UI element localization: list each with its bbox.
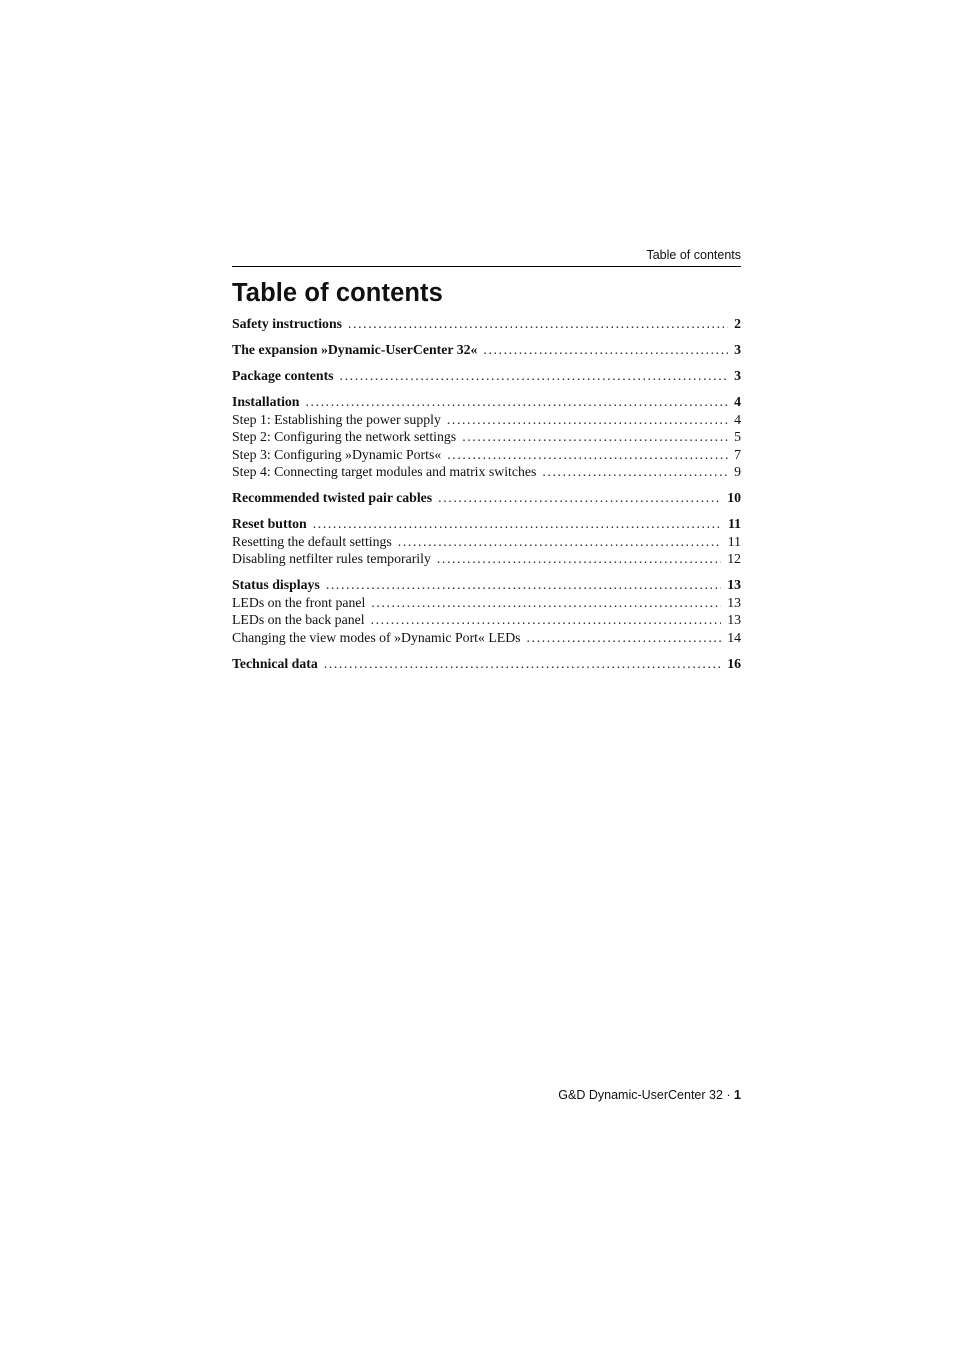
toc-entry-page-number: 5 <box>734 429 741 444</box>
dot-leader <box>447 411 728 429</box>
toc-entry-label: Resetting the default settings <box>232 533 392 549</box>
running-footer <box>232 1084 741 1106</box>
toc-entry-page-number: 2 <box>734 316 741 331</box>
toc-list <box>232 315 741 672</box>
toc-section <box>232 367 741 385</box>
page-title: Table of contents <box>232 279 443 307</box>
toc-entry-page-number: 13 <box>727 577 741 592</box>
dot-leader <box>483 341 728 359</box>
toc-subsection-entry[interactable] <box>232 629 741 647</box>
toc-entry-page-number: 3 <box>734 342 741 357</box>
toc-entry-page-number: 13 <box>727 594 741 610</box>
toc-entry-label: Status displays <box>232 577 320 592</box>
toc-chapter-entry[interactable] <box>232 341 741 359</box>
toc-entry-label: Step 4: Connecting target modules and matrix switches <box>232 464 537 479</box>
dot-leader <box>326 576 721 594</box>
toc-entry-page-number: 4 <box>734 394 741 409</box>
dot-leader <box>313 515 722 533</box>
dot-leader <box>527 629 722 647</box>
toc-chapter-entry[interactable] <box>232 489 741 507</box>
toc-subsection-entry[interactable] <box>232 533 741 551</box>
dot-leader <box>398 533 722 551</box>
dot-leader <box>447 446 728 464</box>
toc-entry-label: Reset button <box>232 516 307 531</box>
dot-leader <box>542 463 728 481</box>
dot-leader <box>462 428 728 446</box>
toc-entry-page-number: 7 <box>734 446 741 462</box>
dot-leader <box>340 367 729 385</box>
toc-entry-page-number: 4 <box>734 411 741 427</box>
toc-entry-page-number: 13 <box>727 612 741 627</box>
toc-section <box>232 341 741 359</box>
toc-entry-page-number: 10 <box>727 490 741 505</box>
toc-entry-page-number: 16 <box>727 655 741 671</box>
toc-subsection-entry[interactable] <box>232 594 741 612</box>
toc-entry-page-number: 14 <box>727 629 741 645</box>
toc-entry-label: Safety instructions <box>232 316 342 331</box>
footer-page-number: 1 <box>734 1088 741 1102</box>
dot-leader <box>371 611 722 629</box>
toc-entry-page-number: 3 <box>734 368 741 383</box>
toc-entry-label: Changing the view modes of »Dynamic Port« LEDs <box>232 629 521 645</box>
dot-leader <box>348 315 728 333</box>
toc-section <box>232 393 741 481</box>
document-page <box>232 244 741 681</box>
toc-entry-label: Technical data <box>232 655 318 671</box>
dot-leader <box>371 594 721 612</box>
toc-chapter-entry[interactable] <box>232 315 741 333</box>
toc-chapter-entry[interactable] <box>232 393 741 411</box>
toc-entry-page-number: 11 <box>727 516 741 531</box>
toc-entry-label: Disabling netfilter rules temporarily <box>232 551 431 566</box>
toc-chapter-entry[interactable] <box>232 515 741 533</box>
toc-entry-page-number: 12 <box>727 551 741 566</box>
toc-chapter-entry[interactable] <box>232 367 741 385</box>
toc-section <box>232 515 741 568</box>
toc-entry-label: LEDs on the front panel <box>232 594 366 610</box>
toc-entry-label: LEDs on the back panel <box>232 612 365 627</box>
footer-product-name: G&D Dynamic-UserCenter 32 · <box>558 1088 731 1102</box>
toc-entry-label: Step 2: Configuring the network settings <box>232 429 457 444</box>
toc-chapter-entry[interactable] <box>232 655 741 673</box>
toc-subsection-entry[interactable] <box>232 550 741 568</box>
toc-subsection-entry[interactable] <box>232 611 741 629</box>
toc-entry-label: Installation <box>232 394 300 409</box>
toc-chapter-entry[interactable] <box>232 576 741 594</box>
running-header: Table of contents <box>646 248 741 262</box>
toc-subsection-entry[interactable] <box>232 411 741 429</box>
toc-entry-page-number: 9 <box>734 464 741 479</box>
toc-entry-label: Step 1: Establishing the power supply <box>232 411 441 427</box>
dot-leader <box>438 489 721 507</box>
toc-section <box>232 315 741 333</box>
dot-leader <box>324 655 721 673</box>
toc-entry-label: The expansion »Dynamic-UserCenter 32« <box>232 342 478 357</box>
toc-section <box>232 655 741 673</box>
toc-subsection-entry[interactable] <box>232 446 741 464</box>
toc-section <box>232 576 741 646</box>
toc-entry-label: Step 3: Configuring »Dynamic Ports« <box>232 446 442 462</box>
toc-subsection-entry[interactable] <box>232 463 741 481</box>
toc-entry-label: Package contents <box>232 368 334 383</box>
toc-subsection-entry[interactable] <box>232 428 741 446</box>
toc-section <box>232 489 741 507</box>
dot-leader <box>305 393 728 411</box>
dot-leader <box>437 550 721 568</box>
toc-entry-label: Recommended twisted pair cables <box>232 490 433 505</box>
toc-entry-page-number: 11 <box>727 533 741 549</box>
